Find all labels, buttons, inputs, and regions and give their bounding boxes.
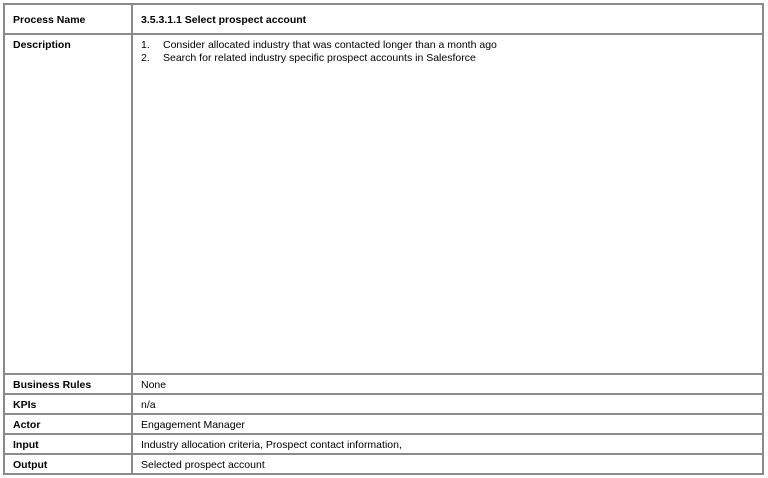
list-item (141, 39, 762, 52)
step-text: Search for related industry specific prospect accounts in Salesforce (163, 52, 476, 64)
kpis-value-cell (132, 394, 763, 414)
output-label-cell (4, 454, 132, 474)
output-label: Output (13, 459, 48, 471)
process-name-value-cell (132, 4, 763, 34)
input-value: Industry allocation criteria, Prospect contact information, (141, 439, 402, 451)
kpis-value: n/a (141, 399, 156, 411)
output-value: Selected prospect account (141, 459, 265, 471)
step-number: 2. (141, 52, 150, 64)
process-name-row (4, 4, 763, 34)
actor-row (4, 414, 763, 434)
actor-value-cell (132, 414, 763, 434)
process-name-label-cell (4, 4, 132, 34)
description-label: Description (13, 39, 71, 51)
process-table (3, 3, 764, 475)
process-name-label: Process Name (13, 14, 86, 26)
business-rules-label-cell (4, 374, 132, 394)
kpis-row (4, 394, 763, 414)
step-text: Consider allocated industry that was contacted longer than a month ago (163, 39, 497, 51)
input-label-cell (4, 434, 132, 454)
business-rules-row (4, 374, 763, 394)
description-row (4, 34, 763, 374)
kpis-label: KPIs (13, 399, 37, 411)
input-row (4, 434, 763, 454)
list-item (141, 52, 762, 65)
business-rules-value: None (141, 379, 167, 391)
process-name-value: 3.5.3.1.1 Select prospect account (141, 14, 307, 26)
actor-label: Actor (13, 419, 41, 431)
input-label: Input (13, 439, 39, 451)
input-value-cell (132, 434, 763, 454)
description-value-cell (132, 34, 763, 374)
kpis-label-cell (4, 394, 132, 414)
output-row (4, 454, 763, 474)
description-steps-list (141, 39, 762, 65)
actor-label-cell (4, 414, 132, 434)
description-label-cell (4, 34, 132, 374)
business-rules-label: Business Rules (13, 379, 92, 391)
step-number: 1. (141, 39, 150, 51)
business-rules-value-cell (132, 374, 763, 394)
actor-value: Engagement Manager (141, 419, 245, 431)
output-value-cell (132, 454, 763, 474)
